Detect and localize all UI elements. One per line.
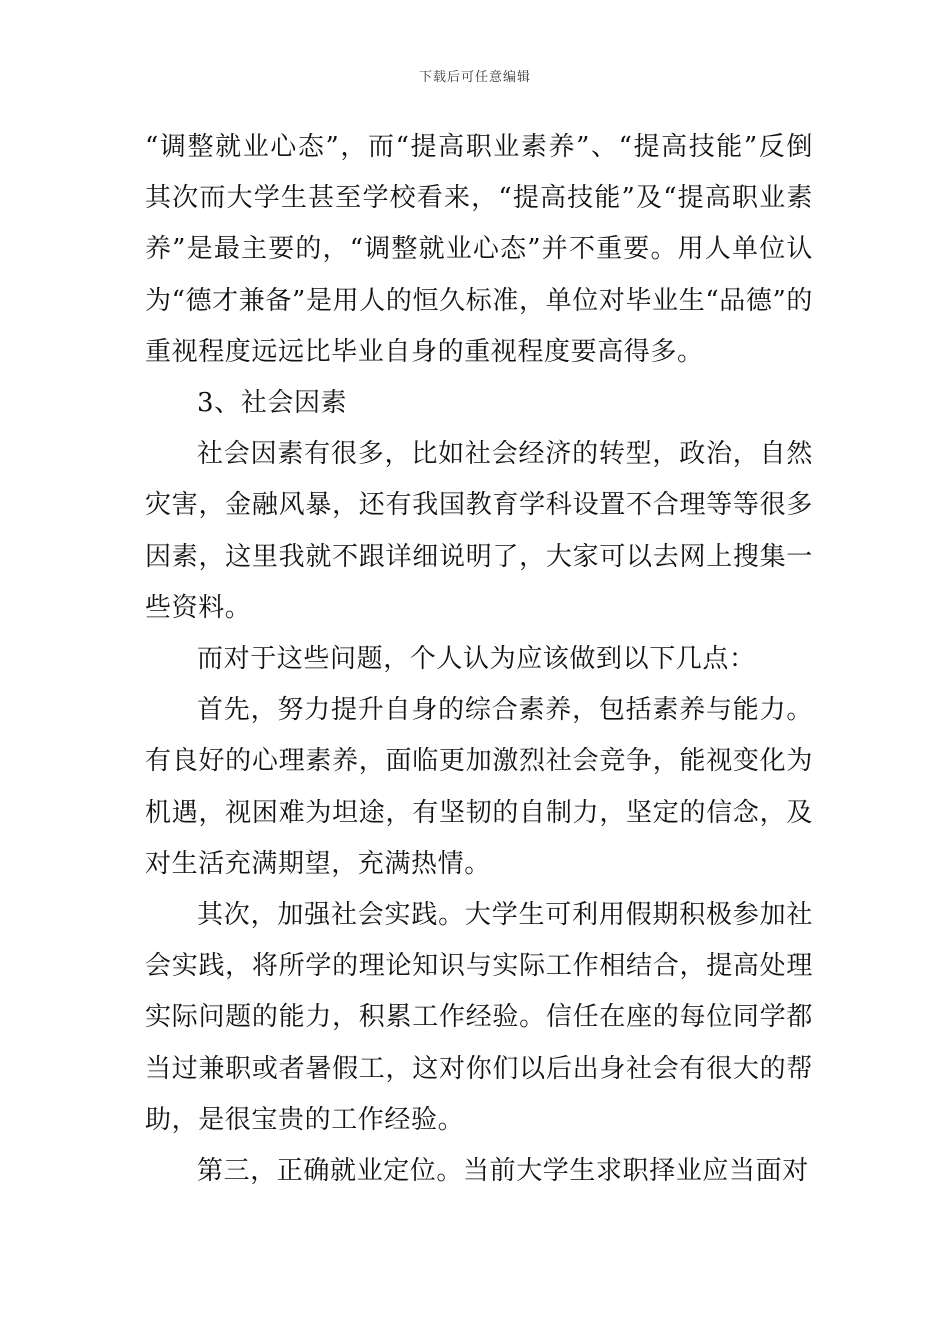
paragraph: 首先，努力提升自身的综合素养，包括素养与能力。有良好的心理素养，面临更加激烈社会竞争，能视变化为机遇，视困难为坦途，有坚韧的自制力，坚定的信念，及对生活充满期望，充满热情。 (145, 695, 813, 879)
header-note: 下载后可任意编辑 (418, 70, 531, 85)
section-heading: 3、社会因素 (197, 388, 348, 419)
paragraph: 而对于这些问题，个人认为应该做到以下几点： (197, 644, 756, 675)
paragraph: 第三，正确就业定位。当前大学生求职择业应当面对 (197, 1156, 809, 1187)
paragraph-continuation: “调整就业心态”，而“提高职业素养”、“提高技能”反倒其次而大学生甚至学校看来，“提高技能”及“提高职业素养”是最主要的，“调整就业心态”并不重要。用人单位认为“德才兼备”是用人的恒久标准，单位对毕业生“品德”的重视程度远远比毕业自身的重视程度要高得多。 (145, 132, 813, 367)
document-body (145, 122, 813, 1197)
paragraph: 社会因素有很多，比如社会经济的转型，政治，自然灾害，金融风暴，还有我国教育学科设置不合理等等很多因素，这里我就不跟详细说明了，大家可以去网上搜集一些资料。 (145, 439, 813, 623)
paragraph: 其次，加强社会实践。大学生可利用假期积极参加社会实践，将所学的理论知识与实际工作相结合，提高处理实际问题的能力，积累工作经验。信任在座的每位同学都当过兼职或者暑假工，这对你们以后出身社会有很大的帮助，是很宝贵的工作经验。 (145, 900, 813, 1135)
